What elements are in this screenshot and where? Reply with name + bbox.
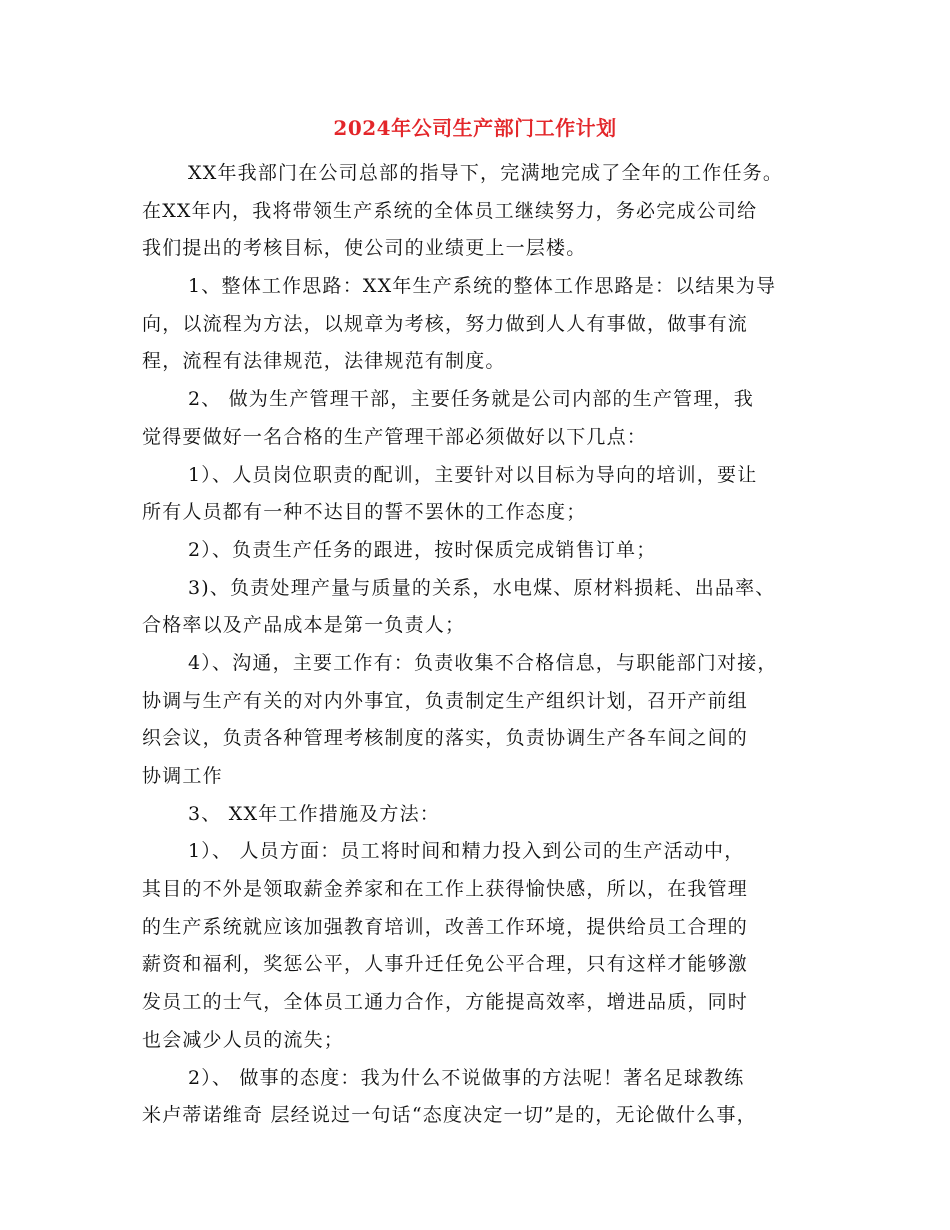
text-line: 也会减少人员的流失；: [142, 1028, 345, 1051]
text-line: 1、整体工作思路：XX年生产系统的整体工作思路是：以结果为导: [188, 275, 777, 298]
document-title: 2024年公司生产部门工作计划: [333, 116, 617, 140]
text-line: 2）、负责生产任务的跟进，按时保质完成销售订单；: [188, 538, 657, 561]
text-line: 2）、 做事的态度：我为什么不说做事的方法呢！著名足球教练: [188, 1066, 745, 1089]
text-line: 合格率以及产品成本是第一负责人；: [142, 614, 466, 637]
text-line: 发员工的士气，全体员工通力合作，方能提高效率，增进品质，同时: [142, 991, 749, 1014]
text-line: 协调与生产有关的对内外事宜，负责制定生产组织计划，召开产前组: [142, 689, 749, 712]
text-line: 协调工作: [142, 765, 223, 787]
text-line: 3)、负责处理产量与质量的关系，水电煤、原材料损耗、出品率、: [188, 576, 776, 599]
text-line: 其目的不外是领取薪金养家和在工作上获得愉快感，所以，在我管理: [142, 878, 749, 901]
text-line: 1）、 人员方面：员工将时间和精力投入到公司的生产活动中，: [188, 840, 745, 863]
text-line: 的生产系统就应该加强教育培训，改善工作环境，提供给员工合理的: [142, 915, 749, 938]
text-line: 3、 XX年工作措施及方法：: [188, 802, 440, 825]
text-line: 4）、沟通，主要工作有：负责收集不合格信息，与职能部门对接，: [188, 651, 778, 674]
text-line: 薪资和福利，奖惩公平，人事升迁任免公平合理，只有这样才能够激: [142, 953, 749, 976]
text-line: 2、 做为生产管理干部，主要任务就是公司内部的生产管理，我: [188, 388, 754, 411]
text-line: 觉得要做好一名合格的生产管理干部必须做好以下几点：: [142, 425, 648, 448]
text-line: XX年我部门在公司总部的指导下，完满地完成了全年的工作任务。: [188, 162, 784, 184]
text-line: 我们提出的考核目标，使公司的业绩更上一层楼。: [142, 237, 587, 260]
document-body: [142, 155, 832, 1135]
text-line: 所有人员都有一种不达目的誓不罢休的工作态度；: [142, 501, 587, 524]
text-line: 程，流程有法律规范，法律规范有制度。: [142, 350, 506, 373]
text-line: 1）、人员岗位职责的配训，主要针对以目标为导向的培训，要让: [188, 463, 758, 486]
text-line: 向，以流程为方法，以规章为考核，努力做到人人有事做，做事有流: [142, 312, 749, 335]
text-line: 织会议，负责各种管理考核制度的落实，负责协调生产各车间之间的: [142, 727, 749, 750]
text-line: 在XX年内，我将带领生产系统的全体员工继续努力，务必完成公司给: [142, 199, 758, 222]
text-line: 米卢蒂诺维奇 层经说过一句话“态度决定一切”是的，无论做什么事，: [142, 1104, 757, 1127]
